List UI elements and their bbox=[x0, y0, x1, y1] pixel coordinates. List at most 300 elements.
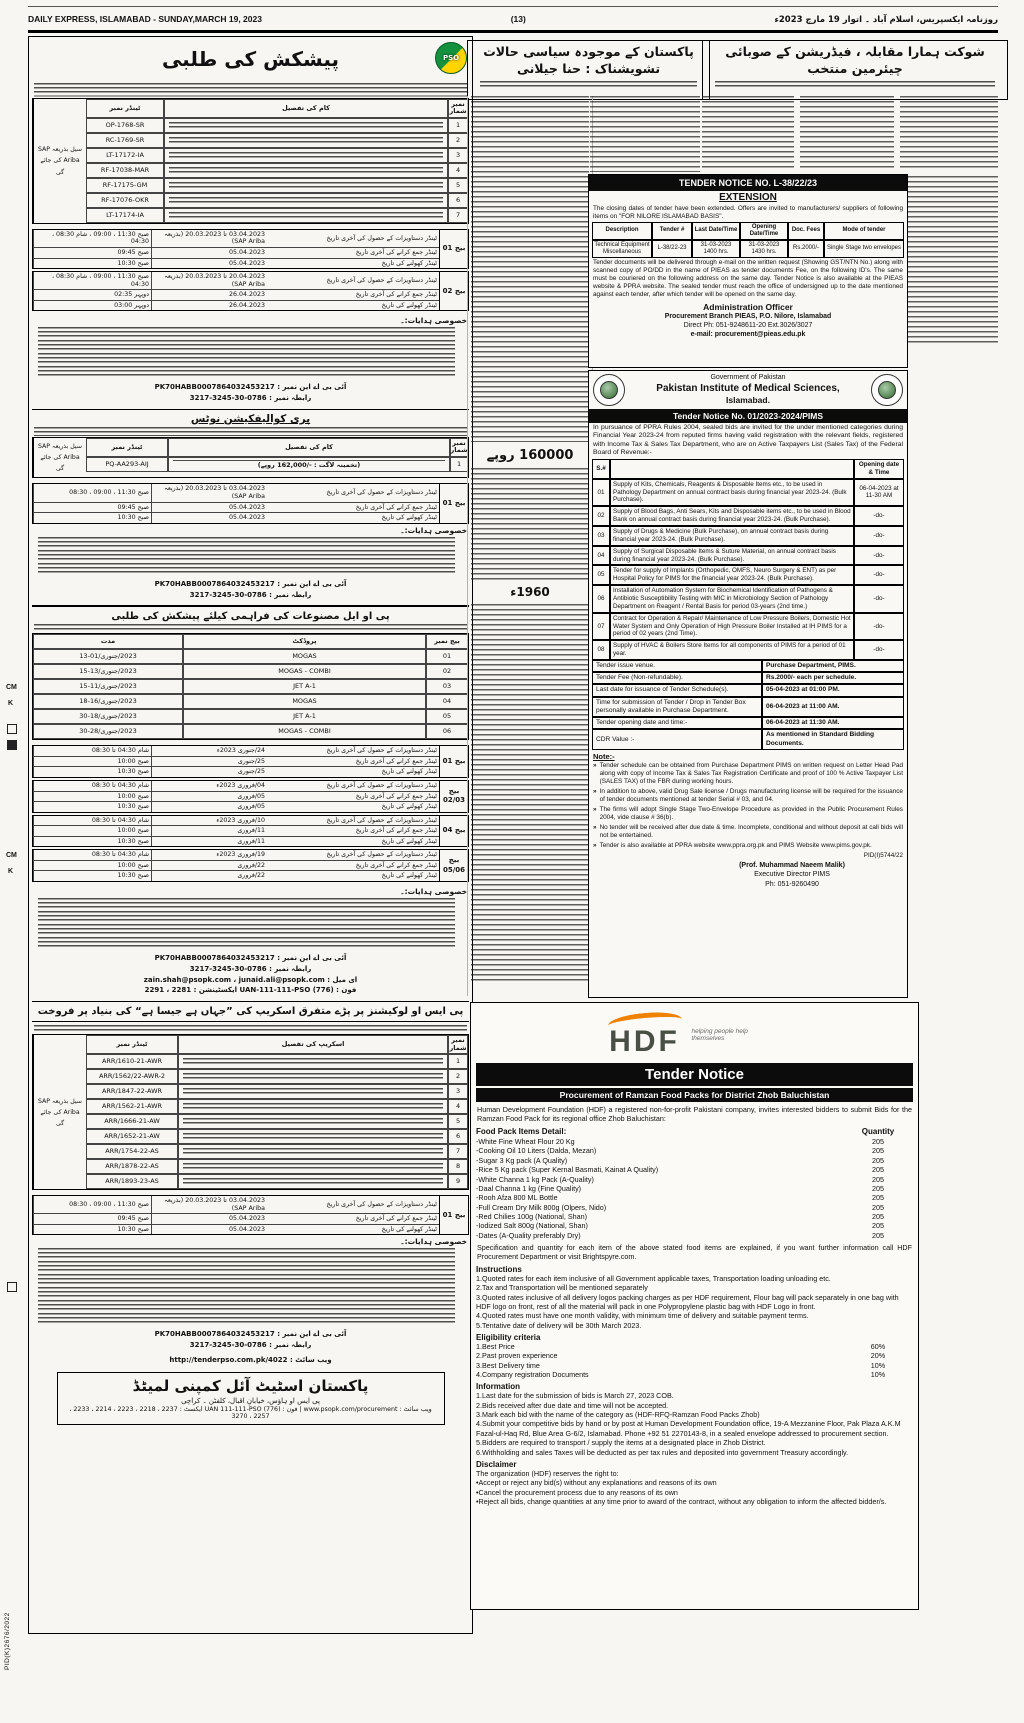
urdu-instruction-line bbox=[38, 911, 455, 922]
col-description bbox=[610, 459, 854, 479]
batch-label: بیج 02/03 bbox=[439, 781, 468, 812]
tender-no-cell: RF-17076-OKR bbox=[86, 193, 164, 208]
info-label: CDR Value :- bbox=[592, 729, 762, 749]
schedule-time: شام 04:30 تا 08:30 bbox=[33, 816, 151, 826]
col-tender-no: ٹینڈر نمبر bbox=[86, 438, 168, 457]
product-cell: MOGAS bbox=[183, 694, 426, 709]
schedule-row bbox=[33, 1225, 439, 1235]
schedule-time: شام 04:30 تا 08:30 bbox=[33, 781, 151, 791]
urdu-intro-text bbox=[34, 1025, 467, 1033]
information-line: 6.Withholding and sales Taxes will be deducted as per tax rules and deposited into government Treasury accordingly. bbox=[476, 1447, 849, 1457]
detail-cell bbox=[178, 1084, 448, 1099]
special-instructions bbox=[32, 887, 469, 948]
detail-cell bbox=[164, 193, 448, 208]
instruction-line: 3.Quoted rates inclusive of all delivery logos packing charges as per HDF requirement, Flour bag will pack separately in one bag with HDF logo on front, rest of all the material will pack in one Polypropylene plastic bag with HDF Logo in front. bbox=[476, 1292, 899, 1311]
hdf-logo-text: HDF bbox=[609, 1025, 680, 1058]
item-name: -White Channa 1 kg Pack (A-Quality) bbox=[476, 1174, 594, 1184]
serial-cell: 9 bbox=[448, 1174, 468, 1189]
pieas-officer: Administration Officer bbox=[703, 301, 793, 312]
doc-fees-cell: Rs.2000/- bbox=[788, 240, 824, 258]
batch-label: بیج 01 bbox=[439, 1196, 468, 1234]
period-cell: 2023/جنوری/18-30 bbox=[33, 709, 183, 724]
info-label: Tender opening date and time:- bbox=[592, 717, 762, 729]
urdu-instruction-line bbox=[38, 366, 455, 377]
registration-mark bbox=[7, 740, 17, 750]
emblem-core bbox=[878, 381, 896, 399]
schedule-row bbox=[33, 816, 439, 827]
phone-line: فون : UAN-111-111-PSO (776) ایکسٹینشن : 2281 ، 2291 bbox=[144, 986, 357, 995]
schedule-time: شام 04:30 تا 08:30 bbox=[33, 746, 151, 756]
contact-details bbox=[32, 953, 469, 996]
schedule-date: 03.04.2023 تا 20.03.2023 (بذریعہ SAP Ariba) bbox=[151, 230, 267, 247]
eligibility-row bbox=[476, 1361, 913, 1370]
col-detail: کام کی تفصیل bbox=[164, 99, 448, 118]
schedule-label: ٹینڈر جمع کرانے کی آخری تاریخ bbox=[355, 757, 437, 765]
iban-line: آئی بی اے این نمبر : PK70HABB0007864032453217 bbox=[154, 953, 347, 962]
item-quantity: 205 bbox=[872, 1146, 884, 1156]
pims-info-row bbox=[592, 697, 904, 717]
pieas-intro: The closing dates of tender have been extended. Offers are invited to manufacturers/ suppliers of following items on "FOR NILORE ISLAMABAD BASIS". bbox=[593, 205, 903, 220]
information-line: 3.Mark each bid with the name of the category as (HDF-RFQ-Ramzan Food Packs Zhob) bbox=[476, 1410, 760, 1420]
schedule-label: ٹینڈر کھولنے کی تاریخ bbox=[381, 259, 437, 267]
urdu-text-block bbox=[169, 152, 443, 159]
pieas-table-row bbox=[592, 240, 904, 258]
criterion-weight: 60% bbox=[870, 1341, 886, 1351]
period-cell: 2023/جنوری/13-15 bbox=[33, 664, 183, 679]
scrap-schedule bbox=[32, 1195, 469, 1235]
items-detail-label: Food Pack Items Detail: bbox=[476, 1126, 567, 1136]
criterion-weight: 10% bbox=[870, 1360, 886, 1370]
schedule-row bbox=[33, 837, 439, 847]
schedule-date: 24/جنوری 2023ء bbox=[151, 746, 267, 756]
table-row bbox=[86, 1174, 468, 1189]
pieas-address: Procurement Branch PIEAS, P.O. Nilore, Islamabad bbox=[664, 312, 832, 320]
mode-cell: Single Stage two envelopes bbox=[824, 240, 904, 258]
newspaper-name-date-urdu: روزنامہ ایکسپریس، اسلام آباد ۔ اتوار 19 مارچ 2023ء bbox=[774, 14, 998, 25]
product-cell: JET A-1 bbox=[183, 679, 426, 694]
hdf-spec-note: Specification and quantity for each item of the above stated food items are explained, if you want further information call HDF Procurement Department or visit Brightspyre.com. bbox=[477, 1243, 912, 1262]
batch-label: بیج 01 bbox=[439, 746, 468, 777]
col-serial: نمبر شمار bbox=[450, 438, 468, 457]
urdu-instruction-line bbox=[38, 1287, 455, 1298]
schedule-label: ٹینڈر جمع کرانے کی آخری تاریخ bbox=[355, 291, 437, 299]
mogas-rows bbox=[33, 649, 468, 739]
urdu-body-text bbox=[471, 604, 589, 984]
schedule-row bbox=[33, 781, 439, 792]
tender-no-cell: OP-1768-SR bbox=[86, 118, 164, 133]
pims-item-row bbox=[592, 506, 904, 526]
table-row bbox=[86, 178, 468, 193]
pieas-table-header-cell: Description bbox=[592, 222, 652, 240]
info-value: Purchase Department, PIMS. bbox=[762, 660, 904, 672]
serial-cell: 2 bbox=[448, 1069, 468, 1084]
col-detail: اسکریپ کی تفصیل bbox=[178, 1035, 448, 1054]
item-quantity: 205 bbox=[872, 1202, 884, 1212]
tender-no-cell: ARR/1666-21-AW bbox=[86, 1114, 178, 1129]
company-name: پاکستان اسٹیٹ آئل کمپنی لمیٹڈ bbox=[132, 1377, 369, 1396]
batch-label: بیج 04 bbox=[439, 816, 468, 847]
contact-line: رابطہ نمبر : 0786-30-3245-3217 bbox=[189, 1341, 312, 1350]
serial-cell: 5 bbox=[448, 1114, 468, 1129]
pso-tender-table-head bbox=[86, 99, 468, 118]
food-pack-item-row bbox=[476, 1146, 913, 1155]
criterion-name: 3.Best Delivery time bbox=[476, 1360, 540, 1370]
note-item bbox=[589, 823, 907, 841]
pieas-tender-notice bbox=[588, 174, 908, 368]
signatory bbox=[707, 861, 877, 889]
schedule-row bbox=[33, 230, 439, 248]
item-name: -Full Cream Dry Milk 800g (Olpers, Nido) bbox=[476, 1202, 607, 1212]
product-cell: MOGAS - COMBI bbox=[183, 724, 426, 739]
instructions-heading: خصوصی ہدایات:۔ bbox=[400, 1237, 467, 1247]
schedule-row bbox=[33, 746, 439, 757]
serial-cell: 6 bbox=[448, 193, 468, 208]
schedule-time: صبح 11:30 ، 09:00 ، 08:30 bbox=[33, 1196, 151, 1213]
detail-cell bbox=[164, 163, 448, 178]
pieas-table-header-cell: Last Date/Time bbox=[692, 222, 740, 240]
schedule-time: صبح 10:30 bbox=[33, 767, 151, 777]
col-serial: نمبر شمار bbox=[448, 99, 468, 118]
schedule-row bbox=[33, 503, 439, 514]
table-row bbox=[86, 208, 468, 223]
schedule-row bbox=[33, 861, 439, 872]
serial-cell: 8 bbox=[448, 1159, 468, 1174]
schedule-row bbox=[33, 248, 439, 259]
schedule-time: صبح 09:45 bbox=[33, 503, 151, 513]
urdu-text-block bbox=[169, 122, 443, 129]
pims-items bbox=[589, 479, 907, 660]
urdu-text-block bbox=[169, 182, 443, 189]
bank-details bbox=[32, 382, 469, 404]
schedule-date: 10/فروری 2023ء bbox=[151, 816, 267, 826]
description-cell: Supply of Surgical Disposable Items & Suture Material, on annual contract basis during financial year 2023-24. (Bulk Purchase). bbox=[610, 546, 854, 566]
col-sn: S.# bbox=[592, 459, 610, 479]
criterion-name: 2.Past proven experience bbox=[476, 1351, 558, 1361]
schedule-row bbox=[33, 850, 439, 861]
batch-label: بیج 05/06 bbox=[439, 850, 468, 881]
schedule-time: صبح 10:00 bbox=[33, 792, 151, 802]
batch-no-cell: 03 bbox=[426, 679, 468, 694]
pims-info-row bbox=[592, 672, 904, 684]
divider bbox=[32, 605, 469, 607]
schedule-label: ٹینڈر دستاویزات کے حصول کی آخری تاریخ bbox=[326, 276, 437, 284]
opening-cell: -do- bbox=[854, 526, 904, 546]
schedule-date: 26.04.2023 bbox=[151, 290, 267, 300]
pims-item-row bbox=[592, 526, 904, 546]
schedule-date: 11/فروری bbox=[151, 826, 267, 836]
pims-emblem bbox=[871, 374, 903, 406]
product-cell: JET A-1 bbox=[183, 709, 426, 724]
pims-item-row bbox=[592, 479, 904, 507]
col-tender-no: ٹینڈر نمبر bbox=[86, 99, 164, 118]
detail-cell bbox=[164, 133, 448, 148]
information-line: 2.Bids received after due date and time will not be accepted. bbox=[476, 1400, 669, 1410]
description-cell: Tender for supply of Implants (Orthopedic, OMFS, Neuro Surgery & ENT) as per Hospital Policy for PIMS for the financial year 2023-24. (Bulk Purchase). bbox=[610, 565, 854, 585]
opening-cell: -do- bbox=[854, 546, 904, 566]
note-item bbox=[589, 841, 907, 851]
item-quantity: 205 bbox=[872, 1155, 884, 1165]
schedule-date: 05.04.2023 bbox=[151, 259, 267, 269]
schedule-time: صبح 10:30 bbox=[33, 513, 151, 523]
opening-cell: -do- bbox=[854, 506, 904, 526]
mogas-schedules bbox=[32, 745, 469, 882]
item-quantity: 205 bbox=[872, 1221, 884, 1231]
schedule-date: 03.04.2023 تا 20.03.2023 (بذریعہ SAP Ariba) bbox=[151, 1196, 267, 1213]
pso-tender-table bbox=[32, 98, 469, 224]
schedule-row bbox=[33, 1196, 439, 1214]
schedule-label: ٹینڈر کھولنے کی تاریخ bbox=[381, 803, 437, 811]
govt-of-pakistan: Government of Pakistan bbox=[710, 374, 786, 382]
note-text: Tender schedule can be obtained from Purchase Department PIMS on written request on Letter Head Pad along with copy of Income Tax & Sales Tax Registration Certificate and proof of 100 % Active Taxpayer List (SALES TAX) of the FBR during working hours. bbox=[599, 761, 903, 785]
mid-article-kicker bbox=[480, 81, 697, 89]
last-date-cell: 31-03-2023 1400 hrs. bbox=[692, 240, 740, 258]
schedule-date: 22/فروری bbox=[151, 871, 267, 881]
schedule-label: ٹینڈر جمع کرانے کی آخری تاریخ bbox=[355, 1215, 437, 1223]
schedule-label: ٹینڈر جمع کرانے کی آخری تاریخ bbox=[355, 249, 437, 257]
info-value: As mentioned in Standard Bidding Documents. bbox=[762, 729, 904, 749]
period-cell: 2023/جنوری/11-15 bbox=[33, 679, 183, 694]
table-row bbox=[86, 1129, 468, 1144]
tender-no-cell: PQ-AA293-AIJ bbox=[86, 457, 168, 472]
extension-heading: EXTENSION bbox=[719, 192, 777, 203]
pso-logo-text: PSO bbox=[442, 54, 460, 62]
contact-line: رابطہ نمبر : 0786-30-3245-3217 bbox=[189, 590, 312, 599]
arrow-bullet-icon: » bbox=[593, 761, 597, 769]
eligibility-row bbox=[476, 1370, 913, 1379]
mogas-table-head bbox=[33, 634, 468, 649]
tender-no-cell: ARR/1878-22-AS bbox=[86, 1159, 178, 1174]
serial-cell: 3 bbox=[448, 1084, 468, 1099]
urdu-instruction-line bbox=[38, 537, 455, 548]
schedule-rows bbox=[33, 746, 439, 777]
pso-ad-header bbox=[32, 40, 469, 78]
table-row bbox=[86, 1069, 468, 1084]
detail-cell bbox=[178, 1129, 448, 1144]
tender-no-cell: ARR/1562-21-AWR bbox=[86, 1099, 178, 1114]
detail-cell bbox=[178, 1099, 448, 1114]
info-value: 05-04-2023 at 01:00 PM. bbox=[762, 684, 904, 696]
hdf-disclaimer bbox=[476, 1478, 913, 1506]
registration-letter-k: K bbox=[8, 700, 14, 707]
tender-no-cell: ARR/1847-22-AWR bbox=[86, 1084, 178, 1099]
urdu-text-block bbox=[169, 197, 443, 204]
col-opening: Opening date & Time bbox=[854, 459, 904, 479]
urdu-body-text bbox=[900, 96, 998, 170]
pso-ad-title: پیشکش کی طلبی bbox=[161, 47, 340, 71]
tender-no-cell: LT-17174-IA bbox=[86, 208, 164, 223]
item-name: -Cooking Oil 10 Liters (Dalda, Mezan) bbox=[476, 1146, 597, 1156]
hdf-title-bar: Tender Notice bbox=[476, 1063, 913, 1086]
schedule-rows bbox=[33, 1196, 439, 1234]
schedule-time: صبح 10:30 bbox=[33, 802, 151, 812]
urdu-text-block bbox=[183, 1133, 443, 1140]
info-label: Time for submission of Tender / Drop in Tender Box personally available in Purchase Department. bbox=[592, 697, 762, 717]
schedule-time: صبح 10:30 bbox=[33, 871, 151, 881]
urdu-instruction-line bbox=[38, 1274, 455, 1285]
note-item bbox=[589, 761, 907, 787]
note-text: In addition to above, valid Drug Sale license / Drugs manufacturing license will be required for the issuance of tender documents mentioned at tender Serial # 03, and 04. bbox=[599, 787, 903, 803]
col-detail: کام کی تفصیل bbox=[168, 438, 450, 457]
description-cell: Technical Equipment Miscellaneous bbox=[592, 240, 652, 258]
schedule-row bbox=[33, 826, 439, 837]
table-row bbox=[86, 133, 468, 148]
schedule-date: 05.04.2023 bbox=[151, 248, 267, 258]
table-row bbox=[33, 709, 468, 724]
note-text: No tender will be received after due date & time. Incomplete, conditional and without deposit at call bids will not be entertained. bbox=[599, 823, 903, 839]
urdu-text-block bbox=[183, 1178, 443, 1185]
hdf-subtitle-bar: Procurement of Ramzan Food Packs for District Zhob Baluchistan bbox=[476, 1088, 913, 1102]
schedule-time: صبح 10:00 bbox=[33, 757, 151, 767]
serial-cell: 4 bbox=[448, 163, 468, 178]
opening-cell: -do- bbox=[854, 613, 904, 641]
description-cell: Supply of HVAC & Boilers Store Items for all components of PIMS for a period of 01 year. bbox=[610, 640, 854, 660]
pieas-title-bar: TENDER NOTICE NO. L-38/22/23 bbox=[589, 175, 907, 191]
prequal-table-head bbox=[86, 438, 468, 457]
newspaper-name-date: DAILY EXPRESS, ISLAMABAD - SUNDAY,MARCH 19, 2023 bbox=[28, 14, 262, 24]
urdu-instruction-line bbox=[38, 353, 455, 364]
sn-cell: 08 bbox=[592, 640, 610, 660]
pims-name: Pakistan Institute of Medical Sciences, bbox=[656, 382, 840, 394]
signatory-title: Executive Director PIMS bbox=[754, 871, 830, 879]
divider bbox=[32, 409, 469, 410]
pims-info-row bbox=[592, 684, 904, 696]
col-period: مدت bbox=[33, 634, 183, 649]
page-header bbox=[28, 6, 998, 31]
sn-cell: 06 bbox=[592, 585, 610, 613]
schedule-label: ٹینڈر کھولنے کی تاریخ bbox=[381, 514, 437, 522]
period-cell: 2023/جنوری/16-18 bbox=[33, 694, 183, 709]
schedule-rows bbox=[33, 484, 439, 522]
prequal-table bbox=[32, 437, 469, 478]
schedule-time: صبح 09:45 bbox=[33, 1214, 151, 1224]
item-quantity: 205 bbox=[872, 1137, 884, 1147]
pims-item-row bbox=[592, 613, 904, 641]
item-name: -Sugar 3 Kg pack (A Quality) bbox=[476, 1155, 568, 1165]
schedule-label: ٹینڈر جمع کرانے کی آخری تاریخ bbox=[355, 861, 437, 869]
instructions-label: Instructions bbox=[476, 1264, 522, 1274]
schedule-time: صبح 11:30 ، 09:00 ، شام 08:30 ، 04:30 bbox=[33, 230, 151, 247]
schedule-row bbox=[33, 484, 439, 502]
information-line: 5.Bidders are required to transport / supply the items at a designated place in Zhob District. bbox=[476, 1438, 766, 1448]
schedule-row bbox=[33, 802, 439, 812]
schedule-label: ٹینڈر کھولنے کی تاریخ bbox=[381, 872, 437, 880]
period-cell: 2023/جنوری/01-13 bbox=[33, 649, 183, 664]
opening-cell: -do- bbox=[854, 640, 904, 660]
item-quantity: 205 bbox=[872, 1230, 884, 1240]
detail-cell bbox=[178, 1054, 448, 1069]
tender-no-cell: ARR/1562/22-AWR-2 bbox=[86, 1069, 178, 1084]
urdu-body-text bbox=[908, 176, 998, 344]
criterion-weight: 20% bbox=[870, 1351, 886, 1361]
schedule-date: 25/جنوری bbox=[151, 767, 267, 777]
header-rule bbox=[28, 30, 998, 33]
pims-intro: In pursuance of PPRA Rules 2004, sealed bids are invited for the under mentioned categories during Financial Year 2023-24 from reputed firms having valid registration with the relevant fields, registered with Income Tax & Sales Tax Department, who are on Active Taxpayers List (Sales Tax) of the Federal Board of Revenue:- bbox=[593, 424, 903, 457]
food-pack-item-row bbox=[476, 1184, 913, 1193]
food-pack-item-row bbox=[476, 1165, 913, 1174]
schedule-date: 20.04.2023 تا 20.03.2023 (بذریعہ SAP Ariba) bbox=[151, 272, 267, 289]
table-row bbox=[86, 148, 468, 163]
prequalification-title: پری کوالیفکیشن نوٹس bbox=[190, 413, 311, 425]
pims-info-row bbox=[592, 717, 904, 729]
contact-line: رابطہ نمبر : 0786-30-3245-3217 bbox=[189, 394, 312, 403]
col-product: پروڈکٹ bbox=[183, 634, 426, 649]
urdu-text-block bbox=[183, 1073, 443, 1080]
pims-info-rows bbox=[589, 660, 907, 750]
table-row bbox=[86, 1054, 468, 1069]
item-name: -Rice 5 Kg pack (Super Kernal Basmati, Kainat A Quality) bbox=[476, 1165, 659, 1175]
table-row bbox=[33, 649, 468, 664]
serial-cell: 2 bbox=[448, 133, 468, 148]
pieas-table-header-cell: Doc. Fees bbox=[788, 222, 824, 240]
schedule-time: صبح 10:00 bbox=[33, 826, 151, 836]
pso-tender-rows bbox=[86, 118, 468, 223]
schedule-row bbox=[33, 290, 439, 301]
schedule-label: ٹینڈر دستاویزات کے حصول کی آخری تاریخ bbox=[326, 851, 437, 859]
criterion-name: 4.Company registration Documents bbox=[476, 1370, 589, 1380]
item-name: -Red Chilies 100g (National, Shan) bbox=[476, 1211, 588, 1221]
schedule-label: ٹینڈر کھولنے کی تاریخ bbox=[381, 837, 437, 845]
sn-cell: 03 bbox=[592, 526, 610, 546]
schedule-group-1 bbox=[32, 229, 469, 269]
pso-company-box bbox=[57, 1372, 445, 1425]
schedule-date: 05.04.2023 bbox=[151, 1225, 267, 1235]
scrap-table-head bbox=[86, 1035, 468, 1054]
pims-city: Islamabad. bbox=[726, 395, 770, 406]
arrow-bullet-icon: » bbox=[593, 787, 597, 795]
prequal-table-row bbox=[86, 457, 468, 472]
pims-item-row bbox=[592, 585, 904, 613]
pims-item-row bbox=[592, 565, 904, 585]
schedule-row bbox=[33, 871, 439, 881]
pims-items-head bbox=[592, 459, 904, 479]
company-address: پی ایس او ہاؤس، خیابانِ اقبال، کلفٹن ۔ کراچی bbox=[181, 1397, 320, 1406]
page-number: (13) bbox=[510, 14, 526, 24]
urdu-text-block bbox=[183, 1088, 443, 1095]
schedule-rows bbox=[33, 781, 439, 812]
description-cell: Contract for Operation & Repair/ Maintenance of Low Pressure Boilers, Domestic Hot Water System and Only Operation of High Pressure Boiler Installed at IH PIMS for a period of 02 years (2nd Time). bbox=[610, 613, 854, 641]
schedule-row bbox=[33, 767, 439, 777]
table-row bbox=[86, 1099, 468, 1114]
pieas-table-header-cell: Mode of tender bbox=[824, 222, 904, 240]
note-text: Tender is also available at PPRA website www.ppra.org.pk and PIMS Website www.pims.gov.pk. bbox=[599, 841, 872, 849]
pieas-body: Tender documents will be delivered through e-mail on the written request (Showing GST/NTN No.) along with scanned copy of PO/DD in the name of PIEAS as tender documents Fee, on the following ID's. The same must be couriered on the following address on the same day. Tender Notice is also available at the PIEAS website & PPRA website. The sealed tender must reach the office of undersigned up to the date mentioned against each tender, after which tender will be opened on the same day. bbox=[593, 258, 903, 298]
signatory-phone: Ph: 051-9260490 bbox=[765, 880, 819, 888]
table-row bbox=[33, 679, 468, 694]
instruction-line: 4.Quoted rates must have one month validity, with minimum time of delivery and suitable payment terms. bbox=[476, 1311, 809, 1321]
eligibility-row bbox=[476, 1351, 913, 1360]
schedule-label: ٹینڈر کھولنے کی تاریخ bbox=[381, 301, 437, 309]
instructions-heading: خصوصی ہدایات:۔ bbox=[400, 316, 467, 326]
urdu-text-block bbox=[183, 1148, 443, 1155]
schedule-date: 05/فروری bbox=[151, 792, 267, 802]
urdu-text-block bbox=[183, 1103, 443, 1110]
estimated-cost: (تخمینہ لاگت : -/162,000 روپے) bbox=[257, 461, 361, 470]
urdu-body-text bbox=[471, 96, 589, 442]
hdf-eligibility bbox=[476, 1342, 913, 1379]
food-pack-item-row bbox=[476, 1175, 913, 1184]
urdu-text-block bbox=[183, 1058, 443, 1065]
mid-article-headline: پاکستان کے موجودہ سیاسی حالات تشویشناک : حنا جیلانی bbox=[483, 44, 694, 76]
hdf-logo bbox=[608, 1013, 682, 1057]
pims-header bbox=[589, 371, 907, 409]
detail-cell bbox=[178, 1174, 448, 1189]
info-label: Tender Fee (Non-refundable). bbox=[592, 672, 762, 684]
schedule-group bbox=[32, 849, 469, 882]
table-row bbox=[86, 118, 468, 133]
serial-cell: 1 bbox=[448, 118, 468, 133]
sn-cell: 02 bbox=[592, 506, 610, 526]
registration-mark bbox=[7, 1282, 17, 1292]
